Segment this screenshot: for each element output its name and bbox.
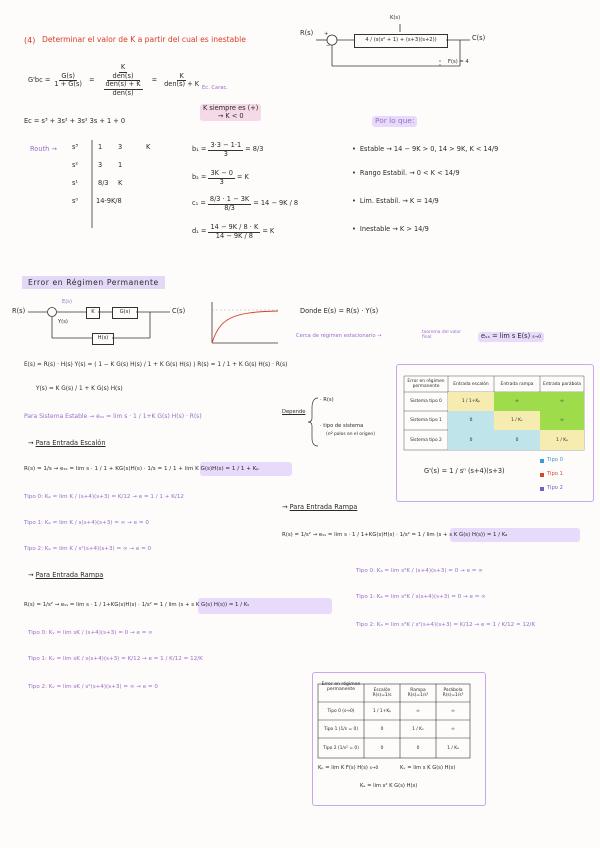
t1-row2-c1: 0 — [448, 430, 494, 450]
t2-header-1: Escalón R(s)=1/s — [372, 688, 392, 698]
rampa-right-tipo0: Tipo 0: Kₐ = lim s²K / (s+4)(s+3) = 0 → e = ∞ — [356, 568, 483, 574]
rampa-left-tipo1: Tipo 1: Kᵥ = lim sK / s(s+4)(s+3) = K/12 → e = 1 / K/12 = 12/K — [28, 656, 203, 662]
t1-row1-c1: 0 — [448, 411, 494, 430]
t1-row0-c3: ∞ — [540, 392, 584, 411]
rampa-left-tipo2: Tipo 2: Kᵥ = lim sK / s²(s+4)(s+3) = ∞ → e = 0 — [28, 684, 158, 690]
legend-tipo2: Tipo 2 — [540, 486, 563, 492]
block2-plant: G(s) — [112, 307, 138, 319]
t1-row1-c2: 1 / Kᵥ — [494, 411, 540, 430]
routh-row-0-2: 3 — [118, 143, 123, 151]
gprime-formula: G'(s) = 1 / sⁿ (s+4)(s+3) — [424, 467, 505, 475]
conclusion-rango: • Rango Estabil. → 0 < K < 14/9 — [352, 170, 460, 178]
conclusion-estable: • Estable → 14 − 9K > 0, 14 > 9K, K < 14/9 — [352, 146, 498, 154]
coef-b1: b₁ = $\frac{3\cdot 3 - 1\cdot 1}{3}$ = 8/3 — [192, 141, 264, 158]
routh-row-2-2: K — [118, 179, 123, 187]
brace-item-2: (nº polos en el origen) — [326, 432, 375, 437]
block2-output: C(s) — [172, 307, 186, 315]
routh-row-2-1: 8/3 — [98, 179, 109, 187]
brace-item-0: · R(s) — [320, 397, 334, 403]
char-equation: Ec = s³ + 3s² + 3s² 3s + 1 + 0 — [24, 117, 126, 125]
entrada-escalon-title: → Para Entrada Escalón — [28, 439, 106, 447]
routh-row-1-1: 3 — [98, 161, 103, 169]
t1-header-3: Entrada parábola — [542, 381, 581, 387]
t2-row1-c1: 0 — [380, 726, 384, 732]
routh-row-0-3: K — [146, 143, 151, 151]
y-derivation: Y(s) = K G(s) / 1 + K G(s) H(s) — [36, 386, 123, 392]
t1-header-1: Entrada escalón — [453, 381, 489, 387]
rampa-right-tipo1: Tipo 1: Kₐ = lim s²K / s(s+4)(s+3) = 0 → e = ∞ — [356, 594, 486, 600]
t2-row2-c3: 1 / Kₐ — [447, 745, 459, 751]
t2-row1-c3: ∞ — [451, 726, 455, 732]
routh-row-0-0: s³ — [72, 143, 79, 151]
routh-row-2-0: s¹ — [72, 179, 79, 187]
ka-definition: Kₐ = lim s² K G(s) H(s) — [360, 783, 418, 789]
escalon-main: R(s) = 1/s → eₛₛ = lim s · 1 / 1 + KG(s)H(s) · 1/s = 1 / 1 + lim K G(s)H(s) = 1 / 1 + Kₚ — [24, 466, 259, 472]
t2-row1-c2: 1 / Kᵥ — [412, 726, 424, 732]
teorema-note: teorema del valor final — [422, 330, 461, 341]
t1-row0-c1: 1 / 1+Kₚ — [448, 392, 494, 411]
kv-definition: Kᵥ = lim s K G(s) H(s) — [400, 765, 456, 771]
t2-row2-label: Tipo 2 (1/s² = 0) — [323, 745, 359, 751]
section-header-error: Error en Régimen Permanente — [22, 276, 165, 289]
t2-row0-c1: 1 / 1+Kₚ — [372, 708, 392, 714]
block2-feedback: H(s) — [92, 333, 114, 345]
block1-plus: + — [324, 31, 329, 37]
escalon-tipo0: Tipo 0: Kₚ = lim K / (s+4)(s+3) = K/12 → e = 1 / 1 + K/12 — [24, 494, 184, 500]
routh-row-1-2: 1 — [118, 161, 123, 169]
legend-tipo0: Tipo 0 — [540, 458, 563, 464]
kp-definition: Kₚ = lim K F(s) H(s) s→0 — [318, 765, 379, 771]
rampa-left-main: R(s) = 1/s² → eₛₛ = lim s · 1 / 1+KG(s)H(s) · 1/s² = 1 / lim (s + s K G(s) H(s)) = 1 / Kᵥ — [24, 602, 250, 608]
t2-header-0: Error en régimen permanente — [321, 682, 361, 692]
page-title: Determinar el valor de K a partir del cual es inestable — [42, 35, 246, 44]
block2-y: Y(s) — [58, 319, 68, 325]
routh-row-0-1: 1 — [98, 143, 103, 151]
es-derivation: E(s) = R(s) · H(s) Y(s) = ( 1 − K G(s) H(s) / 1 + K G(s) H(s) ) R(s) = 1 / 1 + K G(s) H(s) · R(s) — [24, 362, 288, 368]
escalon-tipo1: Tipo 1: Kₚ = lim K / s(s+4)(s+3) = ∞ → e = 0 — [24, 520, 149, 526]
t2-row1-label: Tipo 1 (1/s = 0) — [323, 726, 359, 732]
t2-row2-c1: 0 — [380, 745, 384, 751]
legend-tipo1: Tipo 1 — [540, 472, 563, 478]
ess-formula: eₛₛ = lim s E(s) s→0 — [478, 332, 544, 342]
routh-label: Routh → — [30, 145, 57, 153]
depende-label: Depende — [282, 409, 306, 415]
sistema-estable: Para Sistema Estable → eₛₛ = lim s · 1 / 1+K G(s) H(s) · R(s) — [24, 413, 202, 420]
block2-error: E(s) — [62, 299, 73, 305]
block1-disturbance: K(s) — [390, 15, 401, 21]
t1-row1-c3: ∞ — [540, 411, 584, 430]
escalon-tipo2: Tipo 2: Kₚ = lim K / s²(s+4)(s+3) = ∞ → e = 0 — [24, 546, 152, 552]
t1-header-0: Error en régimen permanente — [407, 379, 445, 389]
coef-d1: d₁ = $\frac{14 - 9K / 8 \cdot K}{14 - 9K / 8}$ = K — [192, 223, 275, 240]
block1-transfer: 4 / (s(s² + 1) + (s+3)(s+2)) — [354, 34, 448, 48]
gbc-note: Ec. Carac. — [202, 85, 229, 91]
conclusion-limite: • Lim. Estabil. → K = 14/9 — [352, 198, 439, 206]
rampa-right-tipo2: Tipo 2: Kₐ = lim s²K / s²(s+4)(s+3) = K/12 → e = 1 / K/12 = 12/K — [356, 622, 536, 628]
t1-row2-label: Sistema tipo 2 — [410, 437, 442, 443]
routh-row-3-0: s⁰ — [72, 197, 79, 205]
rampa-left-tipo0: Tipo 0: Kᵥ = lim sK / (s+4)(s+3) = 0 → e = ∞ — [28, 630, 153, 636]
entrada-rampa-left-title: → Para Entrada Rampa — [28, 571, 104, 579]
t2-row0-c2: ∞ — [416, 708, 420, 714]
t1-header-2: Entrada rampa — [500, 381, 534, 387]
t2-row2-c2: 0 — [416, 745, 420, 751]
coef-c1: c₁ = $\frac{8/3 \cdot 1 - 3K}{8/3}$ = 14 − 9K / 8 — [192, 195, 299, 212]
block1-feedback: F(s) = 4 — [448, 59, 469, 65]
t1-row1-label: Sistema tipo 1 — [410, 418, 442, 423]
t2-row0-c3: ∞ — [451, 708, 455, 714]
t1-row2-c3: 1 / Kₐ — [540, 430, 584, 450]
t1-row0-c2: ∞ — [494, 392, 540, 411]
question-number: (4) — [24, 36, 36, 45]
block1-minus: − — [326, 43, 331, 49]
block2-input: R(s) — [12, 307, 26, 315]
cerca-line: Cerca de régimen estacionario → — [296, 333, 382, 339]
gbc-equation: G'bc = $\frac{G(s)}{1 + G(s)}$ = $\frac{\frac{K}{\text{den(s)}}}{\frac{\text{den(s) + K}}{\text{den(s)}}}$ = $\frac{K}{\text{den(s) + K}}$ — [28, 63, 200, 97]
block1-input: R(s) — [300, 29, 314, 37]
t2-header-3: Parábola R(s)=1/s³ — [442, 688, 464, 698]
conclusion-inestable: • Inestable → K > 14/9 — [352, 226, 429, 234]
t1-row0-label: Sistema tipo 0 — [410, 399, 442, 404]
por-lo-que: Por lo que: — [372, 116, 417, 127]
routh-row-1-0: s² — [72, 161, 79, 169]
rampa-right-main: R(s) = 1/s² → eₛₛ = lim s · 1 / 1+KG(s)H(s) · 1/s² = 1 / lim (s + s K G(s) H(s)) = 1 / Kₐ — [282, 532, 508, 538]
t2-header-2: Rampa R(s)=1/s² — [407, 688, 429, 698]
routh-row-3-1: 14-9K/8 — [96, 197, 122, 205]
entrada-rampa-right-title: → Para Entrada Rampa — [282, 503, 358, 511]
block1-output: C(s) — [472, 34, 486, 42]
t1-row2-c2: 0 — [494, 430, 540, 450]
block2-gain: K — [86, 307, 100, 319]
t2-row0-label: Tipo 0 (s→0) — [327, 708, 355, 714]
donde-line: Donde E(s) = R(s) · Y(s) — [300, 307, 379, 315]
coef-b2: b₂ = $\frac{3K - 0}{3}$ = K — [192, 169, 249, 186]
k-note: K siempre es (+) → K < 0 — [200, 104, 261, 121]
brace-item-1: · tipo de sistema — [320, 423, 364, 429]
